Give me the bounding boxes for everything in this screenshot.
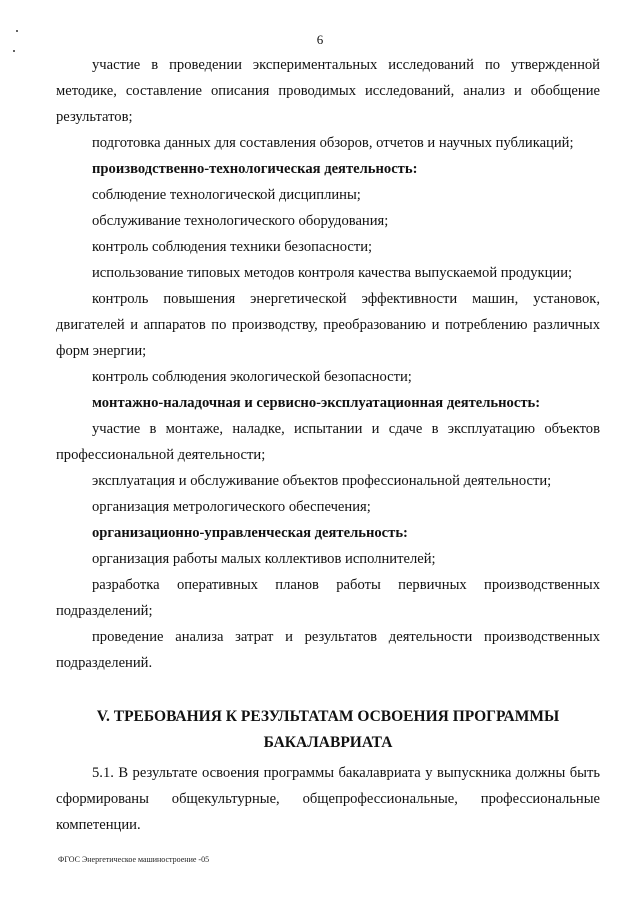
paragraph: организация работы малых коллективов исполнителей; (92, 551, 436, 567)
paragraph: эксплуатация и обслуживание объектов профессиональной деятельности; (92, 473, 552, 489)
paragraph: участие в проведении экспериментальных исследований по утвержденной методике, составление описания проводимых исследований, анализ и обобщение результатов; (56, 57, 600, 125)
scan-speck (13, 50, 15, 52)
paragraph: подготовка данных для составления обзоров, отчетов и научных публикаций; (92, 135, 574, 151)
page-number: 6 (316, 32, 324, 47)
section-heading-line1: V. ТРЕБОВАНИЯ К РЕЗУЛЬТАТАМ ОСВОЕНИЯ ПРОГРАММЫ (96, 708, 560, 725)
activity-heading: производственно-технологическая деятельность: (92, 161, 418, 177)
paragraph: контроль соблюдения техники безопасности; (92, 239, 373, 255)
activity-heading: монтажно-наладочная и сервисно-эксплуатационная деятельность: (92, 395, 541, 411)
paragraph: использование типовых методов контроля качества выпускаемой продукции; (92, 265, 573, 281)
section-paragraph: 5.1. В результате освоения программы бакалавриата у выпускника должны быть сформированы общекультурные, общепрофессиональные, профессиональные компетенции. (56, 765, 600, 833)
paragraph: участие в монтаже, наладке, испытании и сдаче в эксплуатацию объектов профессиональной деятельности; (56, 421, 600, 463)
paragraph: организация метрологического обеспечения; (92, 499, 371, 515)
section-heading (56, 704, 600, 756)
activity-heading: организационно-управленческая деятельность: (92, 525, 408, 541)
paragraph: контроль соблюдения экологической безопасности; (92, 369, 412, 385)
footer-text: ФГОС Энергетическое машиностроение -05 (58, 855, 210, 864)
paragraph: проведение анализа затрат и результатов деятельности производственных подразделений. (56, 629, 600, 671)
body-text (56, 52, 600, 676)
paragraph: обслуживание технологического оборудования; (92, 213, 389, 229)
paragraph: соблюдение технологической дисциплины; (92, 187, 361, 203)
section-heading-line2: БАКАЛАВРИАТА (263, 734, 393, 751)
paragraph: контроль повышения энергетической эффективности машин, установок, двигателей и аппаратов по производству, преобразованию и потреблению различных форм энергии; (56, 291, 600, 359)
paragraph: разработка оперативных планов работы первичных производственных подразделений; (56, 577, 600, 619)
